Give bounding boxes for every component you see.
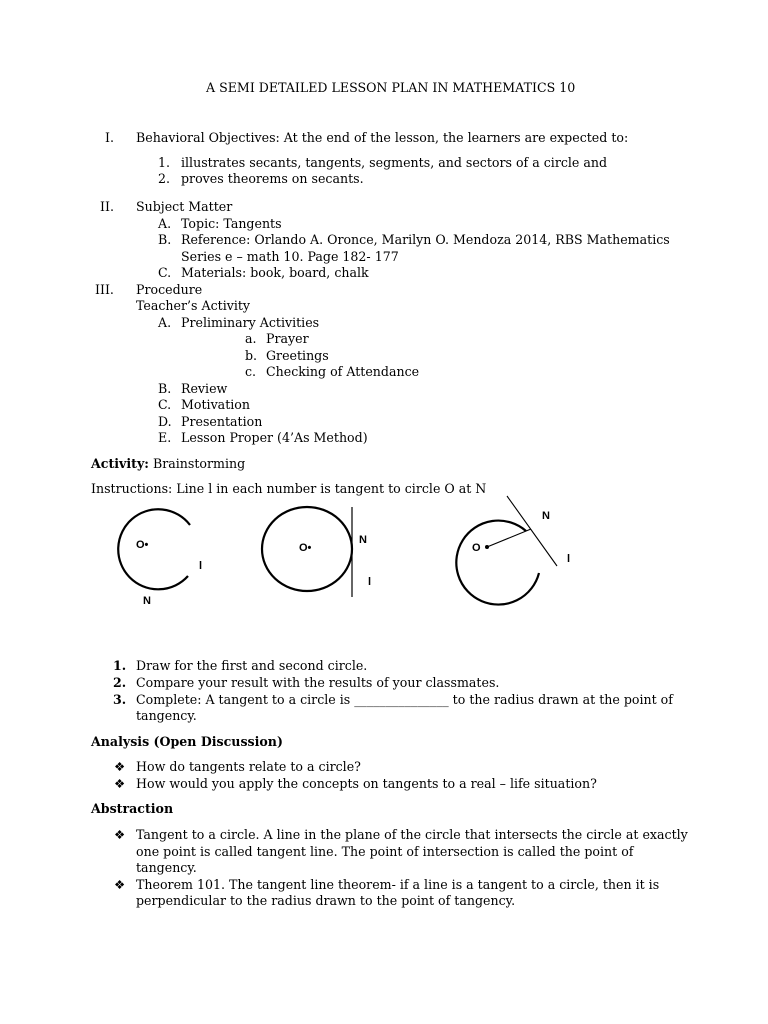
prelim-letter: b.: [245, 348, 258, 363]
abstraction-line: one point is called tangent line. The point of intersection is called the point of: [136, 844, 634, 859]
figure3-center-label: O: [472, 542, 481, 554]
abstraction-line: Theorem 101. The tangent line theorem- if a line is a tangent to a circle, then it is: [136, 877, 660, 892]
diamond-bullet-icon: ❖: [114, 877, 126, 892]
subject-letter: C.: [158, 265, 172, 280]
procedure-heading: Procedure: [136, 282, 203, 297]
procedure-letter: D.: [158, 414, 172, 429]
abstraction-line: Tangent to a circle. A line in the plane of the circle that intersects the circle at exactly: [136, 827, 688, 842]
procedure-letter: B.: [158, 381, 172, 396]
prelim-letter: a.: [245, 331, 257, 346]
subject-topic: Topic: Tangents: [181, 216, 282, 231]
task-number: 1.: [113, 658, 127, 673]
prelim-item: Prayer: [266, 331, 309, 346]
prelim-letter: c.: [245, 364, 257, 379]
abstraction-line: tangency.: [136, 860, 197, 875]
figure1-line-label: l: [199, 560, 203, 572]
activity-text: Brainstorming: [152, 456, 246, 471]
procedure-numeral: III.: [95, 282, 114, 297]
task-item: Complete: A tangent to a circle is _______________ to the radius drawn at the point of: [136, 692, 673, 707]
page-title: A SEMI DETAILED LESSON PLAN IN MATHEMATICS 10: [206, 80, 576, 95]
figure1-circle-arc: [118, 509, 190, 589]
subject-reference-cont: Series e – math 10. Page 182- 177: [181, 249, 399, 264]
figure3-center-dot: [485, 545, 489, 549]
preliminary-activities: Preliminary Activities: [181, 315, 320, 330]
task-item-cont: tangency.: [136, 708, 197, 723]
figure3-circle-arc: [456, 521, 539, 605]
procedure-subheading: Teacher’s Activity: [136, 298, 251, 313]
diamond-bullet-icon: ❖: [114, 759, 126, 774]
task-item: Draw for the first and second circle.: [136, 658, 368, 673]
abstraction-line: perpendicular to the radius drawn to the point of tangency.: [136, 893, 516, 908]
activity-instructions: Instructions: Line l in each number is tangent to circle O at N: [91, 481, 487, 496]
procedure-item: Motivation: [181, 397, 250, 412]
analysis-question: How would you apply the concepts on tangents to a real – life situation?: [136, 776, 597, 791]
objectives-numeral: I.: [105, 130, 114, 145]
task-number: 2.: [113, 675, 127, 690]
figure3-tangent-line: [507, 496, 557, 566]
figure1-center-label: O•: [136, 539, 149, 551]
procedure-letter: E.: [158, 430, 172, 445]
prelim-item: Checking of Attendance: [266, 364, 420, 379]
figure2-line-label: l: [368, 576, 372, 588]
objective-number: 1.: [158, 155, 171, 170]
activity-label: Activity:: [91, 456, 149, 471]
subject-letter: B.: [158, 232, 172, 247]
procedure-item: Presentation: [181, 414, 263, 429]
diamond-bullet-icon: ❖: [114, 827, 126, 842]
analysis-question: How do tangents relate to a circle?: [136, 759, 361, 774]
figure2-point-label: N: [359, 534, 367, 546]
figure3-point-label: N: [542, 510, 550, 522]
figure2-center-label: O•: [299, 542, 312, 554]
subject-numeral: II.: [100, 199, 114, 214]
task-item: Compare your result with the results of your classmates.: [136, 675, 500, 690]
subject-letter: A.: [158, 216, 172, 231]
abstraction-heading: Abstraction: [91, 801, 174, 816]
task-number: 3.: [113, 692, 127, 707]
procedure-letter: C.: [158, 397, 172, 412]
subject-materials: Materials: book, board, chalk: [181, 265, 369, 280]
procedure-item: Review: [181, 381, 228, 396]
figure3-line-label: l: [567, 553, 571, 565]
prelim-item: Greetings: [266, 348, 329, 363]
subject-reference: Reference: Orlando A. Oronce, Marilyn O. Mendoza 2014, RBS Mathematics: [181, 232, 670, 247]
objective-item: proves theorems on secants.: [181, 171, 364, 186]
procedure-letter: A.: [158, 315, 172, 330]
subject-heading: Subject Matter: [136, 199, 233, 214]
objective-number: 2.: [158, 171, 171, 186]
objectives-heading: Behavioral Objectives: At the end of the lesson, the learners are expected to:: [136, 130, 629, 145]
diamond-bullet-icon: ❖: [114, 776, 126, 791]
figure3-radius: [487, 529, 531, 547]
analysis-heading: Analysis (Open Discussion): [91, 734, 283, 749]
objective-item: illustrates secants, tangents, segments, and sectors of a circle and: [181, 155, 608, 170]
figure1-point-label: N: [143, 595, 151, 607]
procedure-item: Lesson Proper (4’As Method): [181, 430, 368, 445]
